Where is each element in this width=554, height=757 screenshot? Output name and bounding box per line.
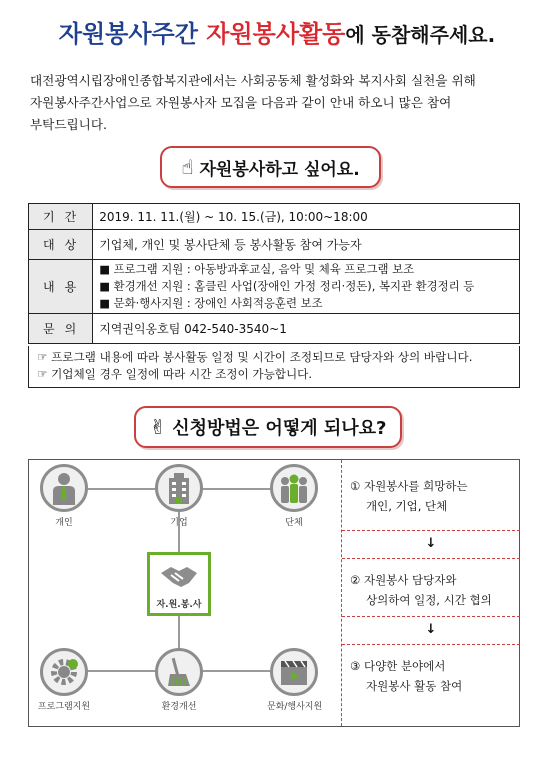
node-individual [37, 464, 91, 528]
step-line: ② 자원봉사 담당자와 [350, 573, 457, 587]
step-line: 상의하여 일정, 시간 협의 [366, 593, 492, 607]
building-icon [155, 464, 203, 512]
node-company [152, 464, 206, 528]
person-icon [40, 464, 88, 512]
info-table [28, 203, 520, 344]
step-line: ① 자원봉사를 희망하는 [350, 479, 468, 493]
intro-paragraph [30, 70, 530, 136]
node-program-support [37, 648, 91, 712]
intro-line-2: 자원봉사주간사업으로 자원봉사자 모집을 다음과 같이 안내 하오니 많은 참여 [30, 95, 452, 110]
node-label: 환경개선 [161, 702, 197, 712]
step-separator [342, 530, 520, 531]
section-heading-apply-label: 신청방법은 어떻게 되나요? [172, 418, 387, 439]
volunteer-center-box [147, 552, 211, 616]
row-label-period: 기간 [29, 204, 93, 230]
down-arrow-icon: ↓ [425, 536, 437, 551]
step-separator [342, 558, 520, 559]
node-environment [152, 648, 206, 712]
table-row [29, 204, 520, 230]
application-flow-box [28, 459, 520, 727]
node-label: 기업 [170, 518, 188, 528]
node-label: 프로그램지원 [37, 702, 91, 712]
row-label-inquiry: 문의 [29, 314, 93, 344]
content-item: ■ 프로그램 지원 : 아동방과후교실, 음악 및 체육 프로그램 보조 [99, 262, 415, 276]
node-group [267, 464, 321, 528]
content-item: ■ 문화·행사지원 : 장애인 사회적응훈련 보조 [99, 296, 323, 310]
step-line: 개인, 기업, 단체 [366, 499, 448, 513]
content-item: ■ 환경개선 지원 : 홈클린 사업(장애인 가정 정리·정돈), 복지관 환경정리 등 [99, 279, 475, 293]
row-value-content [93, 260, 520, 314]
row-value-inquiry: 지역권익옹호팀 042-540-3540~1 [93, 314, 520, 344]
section-heading-apply [134, 406, 402, 448]
step-separator [342, 644, 520, 645]
row-value-target: 기업체, 개인 및 봉사단체 등 봉사활동 참여 가능자 [93, 230, 520, 260]
victory-hand-icon: ✌ [149, 415, 167, 439]
table-row [29, 230, 520, 260]
node-culture-event [267, 648, 321, 712]
title-part-2: 자원봉사활동 [206, 20, 346, 48]
node-label: 단체 [285, 518, 303, 528]
note-line: ☞ 기업체일 경우 일정에 따라 시간 조정이 가능합니다. [37, 367, 313, 381]
step-line: 자원봉사 활동 참여 [366, 679, 463, 693]
group-icon [270, 464, 318, 512]
gear-icon [40, 648, 88, 696]
step-line: ③ 다양한 분야에서 [350, 659, 446, 673]
step-separator [342, 616, 520, 617]
section-heading-volunteer-label: 자원봉사하고 싶어요. [199, 159, 360, 180]
center-label: 자.원.봉.사 [156, 600, 202, 610]
section-heading-volunteer [160, 146, 381, 188]
node-label: 문화/행사지원 [267, 702, 323, 712]
node-label: 개인 [55, 518, 73, 528]
row-label-target: 대상 [29, 230, 93, 260]
title-part-1: 자원봉사주간 [58, 20, 198, 48]
down-arrow-icon: ↓ [425, 622, 437, 637]
step-3 [342, 656, 520, 696]
row-label-content: 내용 [29, 260, 93, 314]
intro-line-1: 대전광역시립장애인종합복지관에서는 사회공동체 활성화와 복지사회 실천을 위해 [30, 73, 476, 88]
table-row [29, 260, 520, 314]
step-2 [342, 570, 520, 610]
step-1 [342, 476, 520, 516]
intro-line-3: 부탁드립니다. [30, 117, 107, 132]
handshake-icon [159, 561, 199, 591]
clapperboard-icon [270, 648, 318, 696]
application-steps [342, 460, 520, 726]
pointing-hand-icon: ☝ [181, 155, 194, 179]
note-line: ☞ 프로그램 내용에 따라 봉사활동 일정 및 시간이 조정되므로 담당자와 상의 바랍니다. [37, 350, 473, 364]
info-notes [28, 346, 520, 388]
table-row [29, 314, 520, 344]
broom-icon [155, 648, 203, 696]
row-value-period: 2019. 11. 11.(월) ~ 10. 15.(금), 10:00~18:00 [93, 204, 520, 230]
title-part-3: 에 동참해주세요. [345, 23, 496, 47]
page-title [0, 14, 554, 49]
